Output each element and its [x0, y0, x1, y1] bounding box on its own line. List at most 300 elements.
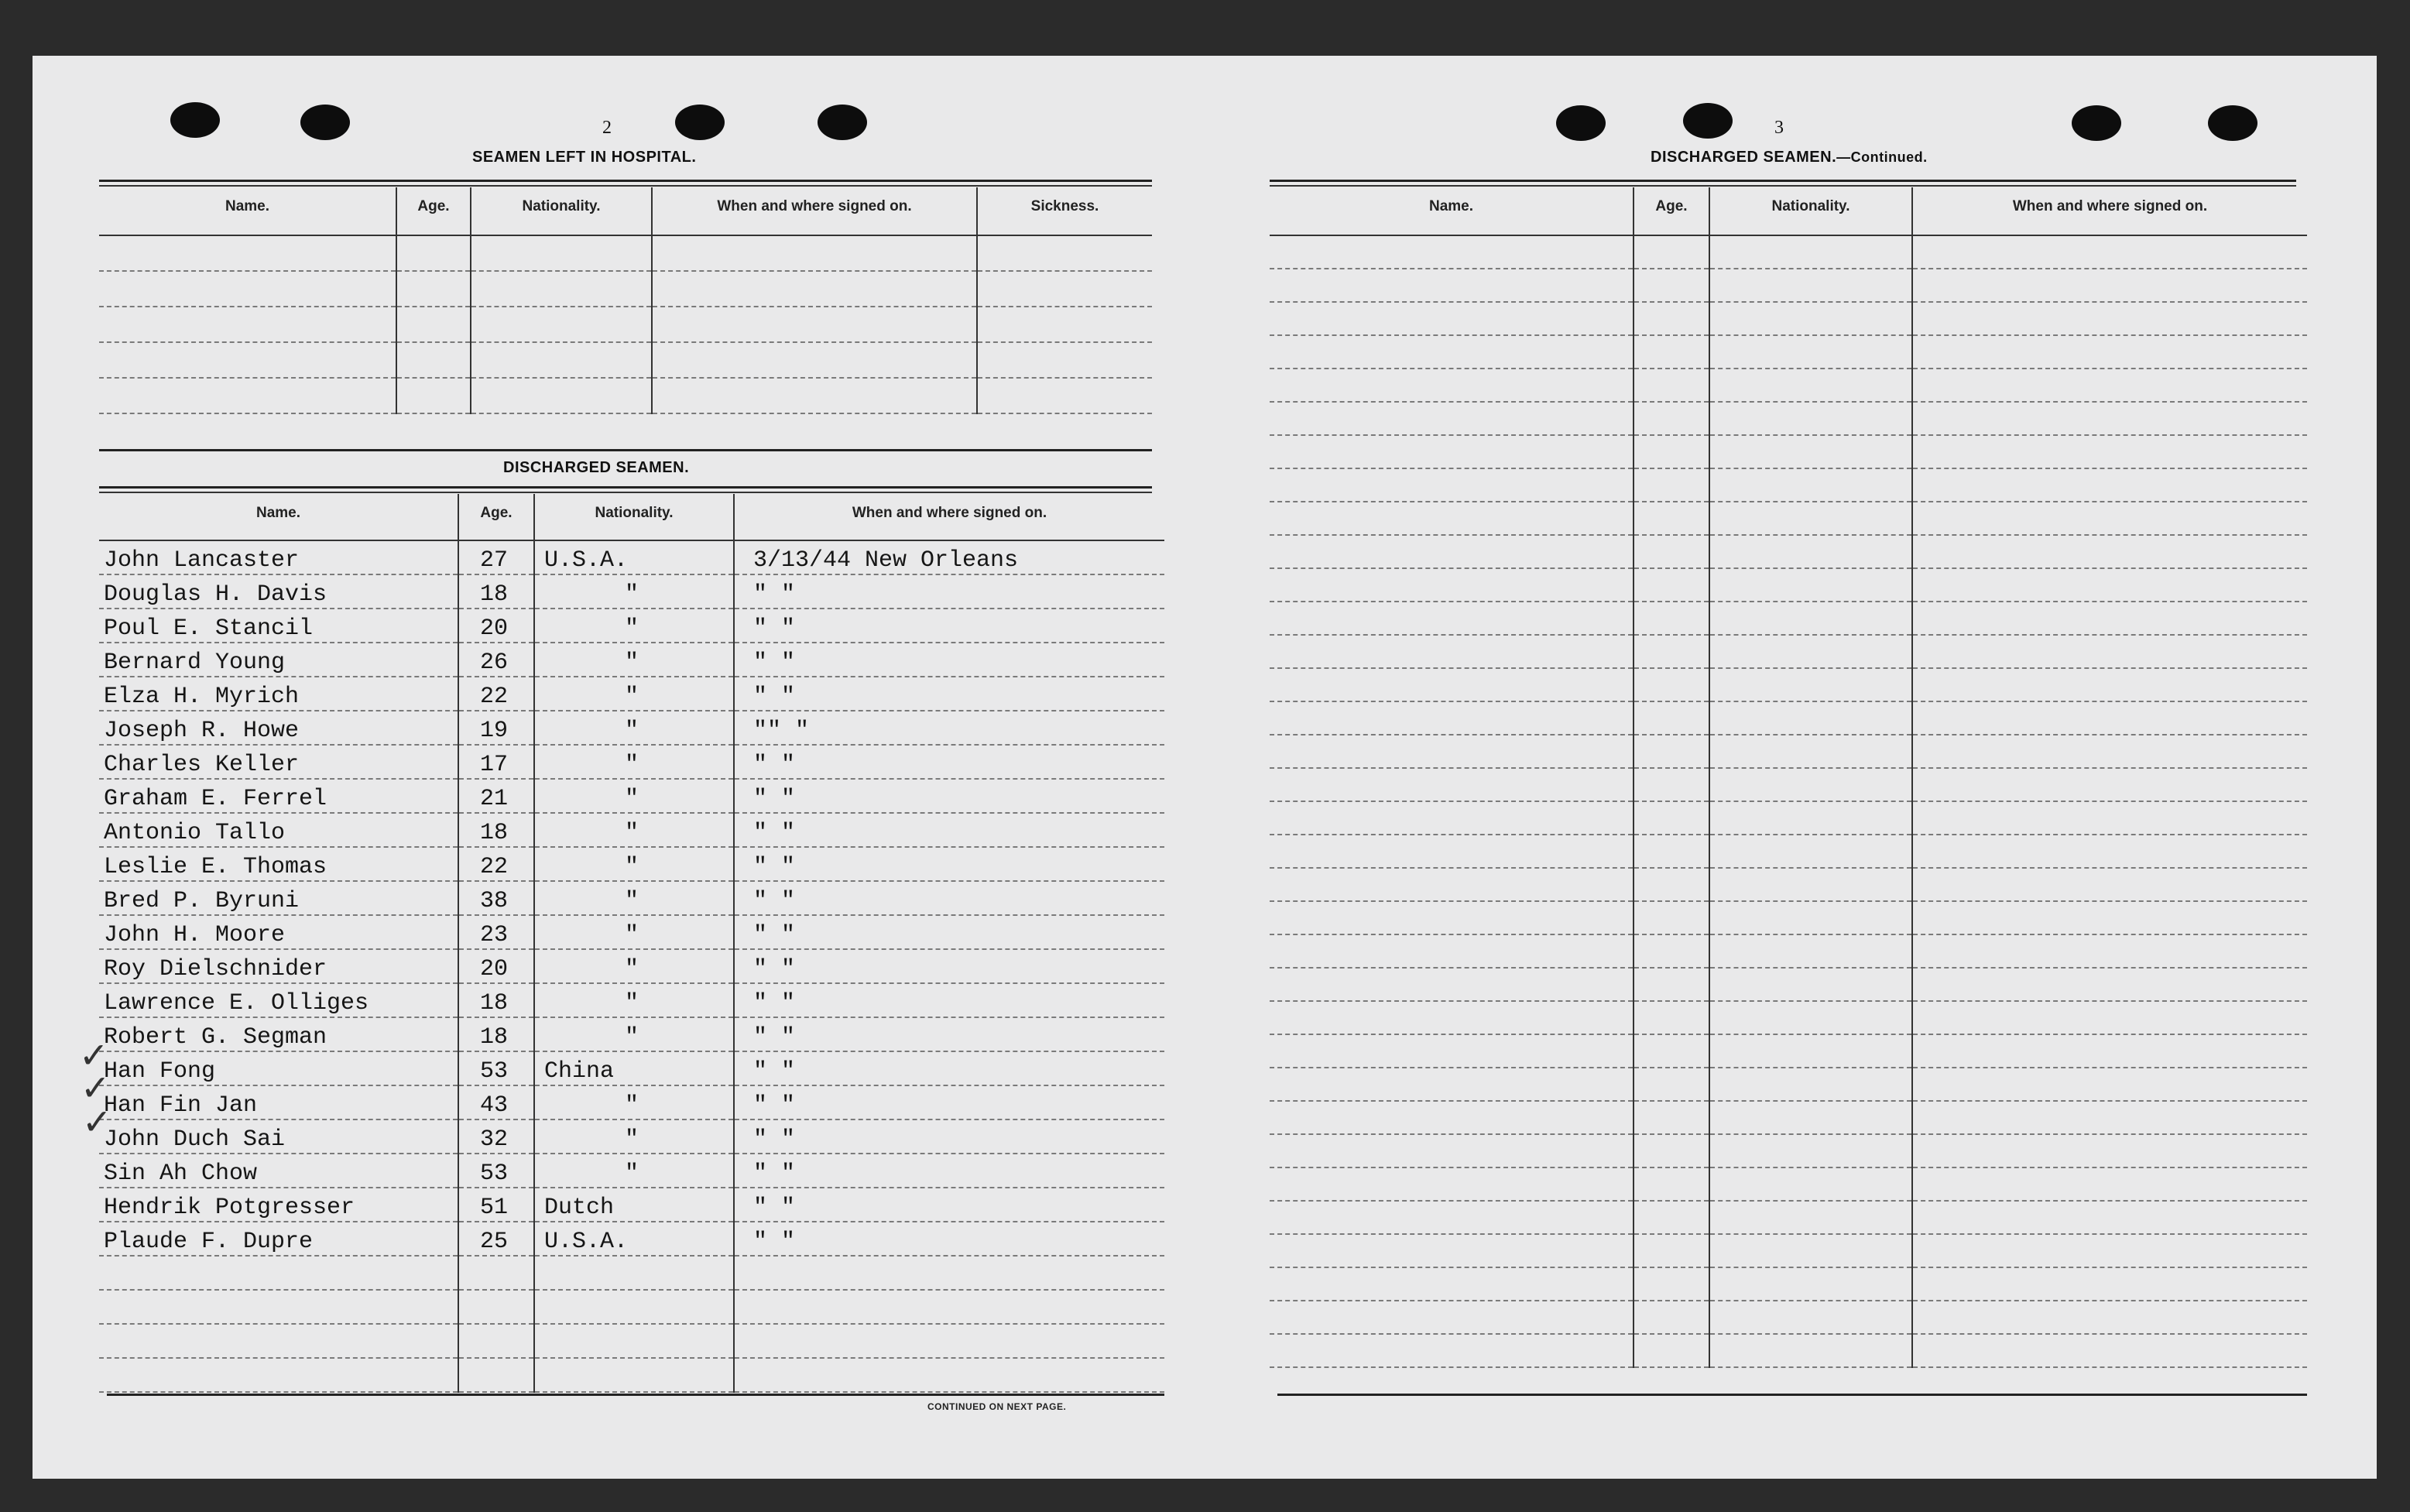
- empty-cell: [1912, 701, 2307, 735]
- empty-cell: [1634, 901, 1709, 934]
- punch-hole: [675, 105, 725, 140]
- table-row: [99, 235, 1152, 271]
- empty-cell: [1634, 1201, 1709, 1234]
- seaman-signed-on: 3/13/44 New Orleans: [734, 540, 1164, 574]
- seaman-nationality: ": [534, 915, 734, 949]
- table-row: [99, 609, 1164, 643]
- empty-cell: [734, 1256, 1164, 1290]
- empty-cell: [1912, 1167, 2307, 1201]
- table-row: [1270, 968, 2307, 1001]
- empty-cell: [99, 1256, 458, 1290]
- empty-cell: [1634, 1101, 1709, 1134]
- seaman-name: Poul E. Stancil: [99, 609, 458, 643]
- empty-cell: [1912, 668, 2307, 701]
- hospital-top-rule-2: [99, 185, 1152, 187]
- empty-cell: [1709, 402, 1912, 435]
- seaman-age: 27: [458, 540, 534, 574]
- continued-suffix: —Continued.: [1836, 149, 1928, 165]
- empty-cell: [1634, 269, 1709, 302]
- table-row: [1270, 1301, 2307, 1334]
- seaman-name: Bernard Young: [99, 643, 458, 677]
- seaman-nationality: ": [534, 643, 734, 677]
- empty-cell: [1634, 435, 1709, 468]
- empty-cell: [1270, 701, 1634, 735]
- table-row: [99, 1358, 1164, 1392]
- seaman-nationality: China: [534, 1051, 734, 1085]
- empty-cell: [1709, 1301, 1912, 1334]
- empty-cell: [1270, 635, 1634, 668]
- empty-cell: [1912, 302, 2307, 335]
- table-row: [1270, 868, 2307, 901]
- empty-cell: [1912, 1201, 2307, 1234]
- empty-cell: [1912, 1267, 2307, 1301]
- table-row: [1270, 468, 2307, 502]
- table-row: [99, 1290, 1164, 1324]
- empty-cell: [1270, 535, 1634, 568]
- empty-cell: [1709, 502, 1912, 535]
- empty-cell: [1709, 568, 1912, 602]
- empty-cell: [1709, 968, 1912, 1001]
- continued-note: CONTINUED ON NEXT PAGE.: [927, 1401, 1067, 1412]
- seaman-age: 38: [458, 881, 534, 915]
- empty-cell: [1709, 835, 1912, 868]
- seaman-name: Graham E. Ferrel: [99, 779, 458, 813]
- empty-cell: [1634, 868, 1709, 901]
- table-row: [99, 574, 1164, 609]
- table-row: [99, 342, 1152, 378]
- seaman-signed-on: " ": [734, 643, 1164, 677]
- empty-cell: [1270, 1201, 1634, 1234]
- discharged-header-signed-on: When and where signed on.: [734, 494, 1164, 540]
- empty-cell: [1270, 1134, 1634, 1167]
- seaman-nationality: ": [534, 983, 734, 1017]
- table-row: [99, 1085, 1164, 1119]
- seaman-name: Leslie E. Thomas: [99, 847, 458, 881]
- empty-cell: [1634, 1267, 1709, 1301]
- table-row: [1270, 1134, 2307, 1167]
- empty-cell: [1709, 1134, 1912, 1167]
- table-row: [99, 1324, 1164, 1358]
- table-row: [99, 711, 1164, 745]
- empty-cell: [1634, 568, 1709, 602]
- table-row: [99, 983, 1164, 1017]
- seaman-nationality: ": [534, 574, 734, 609]
- empty-cell: [1709, 269, 1912, 302]
- table-row: [1270, 602, 2307, 635]
- punch-hole: [1683, 103, 1733, 139]
- seaman-age: 20: [458, 949, 534, 983]
- seaman-age: 18: [458, 983, 534, 1017]
- empty-cell: [1912, 835, 2307, 868]
- empty-cell: [1270, 502, 1634, 535]
- empty-cell: [1634, 835, 1709, 868]
- discharged-continued-title: [1651, 149, 1928, 166]
- empty-cell: [734, 1358, 1164, 1392]
- table-row: [1270, 502, 2307, 535]
- seaman-name: Antonio Tallo: [99, 813, 458, 847]
- empty-cell: [458, 1324, 534, 1358]
- seaman-signed-on: " ": [734, 779, 1164, 813]
- empty-cell: [1912, 768, 2307, 801]
- discharged-header-age: Age.: [458, 494, 534, 540]
- empty-cell: [1634, 768, 1709, 801]
- continued-bottom-rule: [1277, 1394, 2307, 1396]
- hospital-header-name: Name.: [99, 187, 396, 235]
- continued-top-rule-2: [1270, 185, 2296, 187]
- empty-cell: [1634, 402, 1709, 435]
- table-row: [99, 1256, 1164, 1290]
- seaman-nationality: U.S.A.: [534, 540, 734, 574]
- checkmark-icon: ✓: [82, 1101, 112, 1143]
- empty-cell: [1634, 1034, 1709, 1068]
- table-row: [1270, 302, 2307, 335]
- empty-cell: [99, 1358, 458, 1392]
- seaman-signed-on: " ": [734, 745, 1164, 779]
- seaman-name: Hendrik Potgresser: [99, 1188, 458, 1222]
- table-row: [1270, 1001, 2307, 1034]
- discharged-top-rule: [99, 486, 1152, 489]
- empty-cell: [1709, 1068, 1912, 1101]
- empty-cell: [1912, 602, 2307, 635]
- empty-cell: [1270, 1334, 1634, 1367]
- hospital-bottom-rule: [99, 449, 1152, 451]
- empty-cell: [1634, 735, 1709, 768]
- seaman-age: 25: [458, 1222, 534, 1256]
- table-row: [1270, 1334, 2307, 1367]
- discharged-continued-table: [1270, 187, 2307, 1368]
- empty-cell: [534, 1256, 734, 1290]
- empty-cell: [1270, 835, 1634, 868]
- left-page: [33, 56, 1178, 1479]
- empty-cell: [534, 1290, 734, 1324]
- seaman-nationality: Dutch: [534, 1188, 734, 1222]
- empty-cell: [1709, 1167, 1912, 1201]
- table-row: [1270, 635, 2307, 668]
- seaman-signed-on: " ": [734, 1119, 1164, 1154]
- empty-cell: [1634, 369, 1709, 402]
- seaman-name: Plaude F. Dupre: [99, 1222, 458, 1256]
- seaman-age: 32: [458, 1119, 534, 1154]
- empty-cell: [1270, 602, 1634, 635]
- seaman-name: John Duch Sai: [99, 1119, 458, 1154]
- seaman-name: John H. Moore: [99, 915, 458, 949]
- table-row: [1270, 801, 2307, 835]
- empty-cell: [1709, 1034, 1912, 1068]
- table-row: [1270, 402, 2307, 435]
- empty-cell: [1634, 502, 1709, 535]
- table-row: [1270, 701, 2307, 735]
- continued-header-name: Name.: [1270, 187, 1634, 235]
- empty-cell: [1709, 235, 1912, 269]
- empty-cell: [458, 1290, 534, 1324]
- table-row: [1270, 235, 2307, 269]
- empty-cell: [1634, 1234, 1709, 1267]
- empty-cell: [1709, 435, 1912, 468]
- empty-cell: [1270, 402, 1634, 435]
- empty-cell: [1270, 668, 1634, 701]
- empty-cell: [1912, 502, 2307, 535]
- table-row: [99, 307, 1152, 342]
- empty-cell: [734, 1324, 1164, 1358]
- seaman-nationality: ": [534, 609, 734, 643]
- table-row: [99, 847, 1164, 881]
- empty-cell: [1270, 934, 1634, 968]
- seaman-nationality: ": [534, 745, 734, 779]
- table-row: [1270, 535, 2307, 568]
- seaman-nationality: ": [534, 711, 734, 745]
- empty-cell: [1270, 269, 1634, 302]
- checkmark-icon: ✓: [79, 1034, 109, 1076]
- empty-cell: [1912, 1334, 2307, 1367]
- empty-cell: [1270, 1101, 1634, 1134]
- table-row: [1270, 269, 2307, 302]
- empty-cell: [1912, 369, 2307, 402]
- empty-cell: [1270, 568, 1634, 602]
- empty-cell: [734, 1290, 1164, 1324]
- hospital-header-sickness: Sickness.: [977, 187, 1152, 235]
- seaman-nationality: ": [534, 677, 734, 711]
- seaman-signed-on: " ": [734, 1188, 1164, 1222]
- empty-cell: [1634, 335, 1709, 369]
- seaman-signed-on: " ": [734, 574, 1164, 609]
- empty-cell: [1634, 701, 1709, 735]
- empty-cell: [1270, 1068, 1634, 1101]
- page-number: 3: [1774, 118, 1784, 138]
- table-row: [99, 813, 1164, 847]
- seaman-nationality: ": [534, 1017, 734, 1051]
- seaman-age: 17: [458, 745, 534, 779]
- empty-cell: [1270, 1267, 1634, 1301]
- empty-cell: [1912, 402, 2307, 435]
- table-row: [1270, 835, 2307, 868]
- empty-cell: [1709, 369, 1912, 402]
- discharged-top-rule-2: [99, 492, 1152, 493]
- empty-cell: [1709, 1201, 1912, 1234]
- empty-cell: [1634, 801, 1709, 835]
- seaman-signed-on: " ": [734, 949, 1164, 983]
- punch-hole: [818, 105, 867, 140]
- continued-top-rule: [1270, 180, 2296, 182]
- empty-cell: [1912, 568, 2307, 602]
- table-row: [1270, 1201, 2307, 1234]
- punch-hole: [1556, 105, 1606, 141]
- seaman-name: Elza H. Myrich: [99, 677, 458, 711]
- hospital-header-signed-on: When and where signed on.: [652, 187, 977, 235]
- table-row: [99, 1119, 1164, 1154]
- empty-cell: [1912, 934, 2307, 968]
- empty-cell: [1709, 602, 1912, 635]
- seaman-signed-on: " ": [734, 813, 1164, 847]
- empty-cell: [1634, 635, 1709, 668]
- empty-cell: [1912, 801, 2307, 835]
- seaman-name: John Lancaster: [99, 540, 458, 574]
- empty-cell: [1634, 302, 1709, 335]
- empty-cell: [1270, 1001, 1634, 1034]
- seaman-signed-on: " ": [734, 1051, 1164, 1085]
- seaman-signed-on: " ": [734, 1085, 1164, 1119]
- empty-cell: [1270, 335, 1634, 369]
- empty-cell: [1912, 1068, 2307, 1101]
- seaman-age: 53: [458, 1154, 534, 1188]
- seaman-nationality: ": [534, 1085, 734, 1119]
- seaman-name: Douglas H. Davis: [99, 574, 458, 609]
- empty-cell: [1634, 1001, 1709, 1034]
- empty-cell: [1912, 535, 2307, 568]
- seaman-name: Roy Dielschnider: [99, 949, 458, 983]
- empty-cell: [1634, 468, 1709, 502]
- empty-cell: [99, 1324, 458, 1358]
- seaman-age: 18: [458, 813, 534, 847]
- empty-cell: [1270, 901, 1634, 934]
- table-row: [1270, 1234, 2307, 1267]
- empty-cell: [1634, 968, 1709, 1001]
- empty-cell: [1709, 868, 1912, 901]
- seaman-name: Han Fong: [99, 1051, 458, 1085]
- empty-cell: [1270, 801, 1634, 835]
- empty-cell: [1270, 1167, 1634, 1201]
- empty-cell: [1912, 235, 2307, 269]
- table-row: [1270, 735, 2307, 768]
- table-row: [1270, 1068, 2307, 1101]
- continued-header-signed-on: When and where signed on.: [1912, 187, 2307, 235]
- empty-cell: [458, 1256, 534, 1290]
- seaman-name: Han Fin Jan: [99, 1085, 458, 1119]
- table-row: [99, 949, 1164, 983]
- empty-cell: [1634, 235, 1709, 269]
- empty-cell: [1709, 1267, 1912, 1301]
- table-row: [99, 677, 1164, 711]
- empty-cell: [1912, 735, 2307, 768]
- right-page: [1225, 56, 2377, 1479]
- seaman-signed-on: " ": [734, 847, 1164, 881]
- continued-header-age: Age.: [1634, 187, 1709, 235]
- empty-cell: [1270, 1301, 1634, 1334]
- seaman-age: 22: [458, 677, 534, 711]
- empty-cell: [1709, 735, 1912, 768]
- empty-cell: [1634, 602, 1709, 635]
- hospital-top-rule: [99, 180, 1152, 182]
- table-row: [99, 1017, 1164, 1051]
- empty-cell: [1709, 535, 1912, 568]
- seaman-nationality: ": [534, 813, 734, 847]
- seaman-age: 18: [458, 574, 534, 609]
- table-row: [99, 540, 1164, 574]
- seaman-age: 20: [458, 609, 534, 643]
- seaman-age: 53: [458, 1051, 534, 1085]
- empty-cell: [534, 1358, 734, 1392]
- table-row: [1270, 335, 2307, 369]
- empty-cell: [1709, 934, 1912, 968]
- table-row: [1270, 369, 2307, 402]
- hospital-table: [99, 187, 1152, 414]
- ledger-sheet: [33, 56, 2377, 1479]
- empty-cell: [1709, 335, 1912, 369]
- hospital-header-age: Age.: [396, 187, 471, 235]
- empty-cell: [534, 1324, 734, 1358]
- seaman-age: 43: [458, 1085, 534, 1119]
- seaman-age: 51: [458, 1188, 534, 1222]
- empty-cell: [1912, 468, 2307, 502]
- punch-hole: [2208, 105, 2257, 141]
- empty-cell: [1270, 768, 1634, 801]
- empty-cell: [1709, 468, 1912, 502]
- seaman-name: Bred P. Byruni: [99, 881, 458, 915]
- table-row: [1270, 1167, 2307, 1201]
- empty-cell: [1912, 1134, 2307, 1167]
- table-row: [99, 881, 1164, 915]
- table-row: [99, 1188, 1164, 1222]
- empty-cell: [1270, 868, 1634, 901]
- empty-cell: [1270, 435, 1634, 468]
- empty-cell: [1709, 901, 1912, 934]
- empty-cell: [1634, 1068, 1709, 1101]
- seaman-nationality: ": [534, 881, 734, 915]
- discharged-section-title: DISCHARGED SEAMEN.: [503, 459, 690, 476]
- seaman-signed-on: " ": [734, 1154, 1164, 1188]
- table-row: [1270, 1101, 2307, 1134]
- seaman-age: 19: [458, 711, 534, 745]
- empty-cell: [1270, 369, 1634, 402]
- table-row: [99, 779, 1164, 813]
- seaman-nationality: ": [534, 847, 734, 881]
- empty-cell: [1709, 1334, 1912, 1367]
- table-row: [1270, 568, 2307, 602]
- seaman-signed-on: " ": [734, 1222, 1164, 1256]
- empty-cell: [1634, 934, 1709, 968]
- checkmark-icon: ✓: [81, 1067, 111, 1109]
- seaman-age: 22: [458, 847, 534, 881]
- seaman-age: 26: [458, 643, 534, 677]
- seaman-name: Sin Ah Chow: [99, 1154, 458, 1188]
- empty-cell: [1634, 668, 1709, 701]
- seaman-name: Charles Keller: [99, 745, 458, 779]
- page-number: 2: [602, 118, 612, 138]
- table-row: [99, 1222, 1164, 1256]
- table-row: [99, 643, 1164, 677]
- seaman-age: 18: [458, 1017, 534, 1051]
- empty-cell: [1634, 535, 1709, 568]
- seaman-signed-on: " ": [734, 881, 1164, 915]
- table-row: [99, 1154, 1164, 1188]
- table-row: [1270, 934, 2307, 968]
- empty-cell: [1270, 468, 1634, 502]
- empty-cell: [1709, 1101, 1912, 1134]
- table-row: [99, 915, 1164, 949]
- table-row: [1270, 1034, 2307, 1068]
- empty-cell: [1912, 635, 2307, 668]
- seaman-nationality: ": [534, 949, 734, 983]
- discharged-header-nationality: Nationality.: [534, 494, 734, 540]
- empty-cell: [1270, 735, 1634, 768]
- empty-cell: [1709, 302, 1912, 335]
- seaman-nationality: U.S.A.: [534, 1222, 734, 1256]
- discharged-continued-title-text: DISCHARGED SEAMEN.: [1651, 149, 1837, 166]
- table-row: [99, 1051, 1164, 1085]
- empty-cell: [1912, 868, 2307, 901]
- seaman-nationality: ": [534, 779, 734, 813]
- table-row: [99, 745, 1164, 779]
- table-row: [99, 271, 1152, 307]
- seaman-name: Joseph R. Howe: [99, 711, 458, 745]
- table-row: [1270, 668, 2307, 701]
- table-row: [1270, 901, 2307, 934]
- empty-cell: [1270, 235, 1634, 269]
- hospital-section-title: SEAMEN LEFT IN HOSPITAL.: [472, 149, 697, 166]
- empty-cell: [1270, 1034, 1634, 1068]
- seaman-age: 21: [458, 779, 534, 813]
- continued-header-nationality: Nationality.: [1709, 187, 1912, 235]
- discharged-header-name: Name.: [99, 494, 458, 540]
